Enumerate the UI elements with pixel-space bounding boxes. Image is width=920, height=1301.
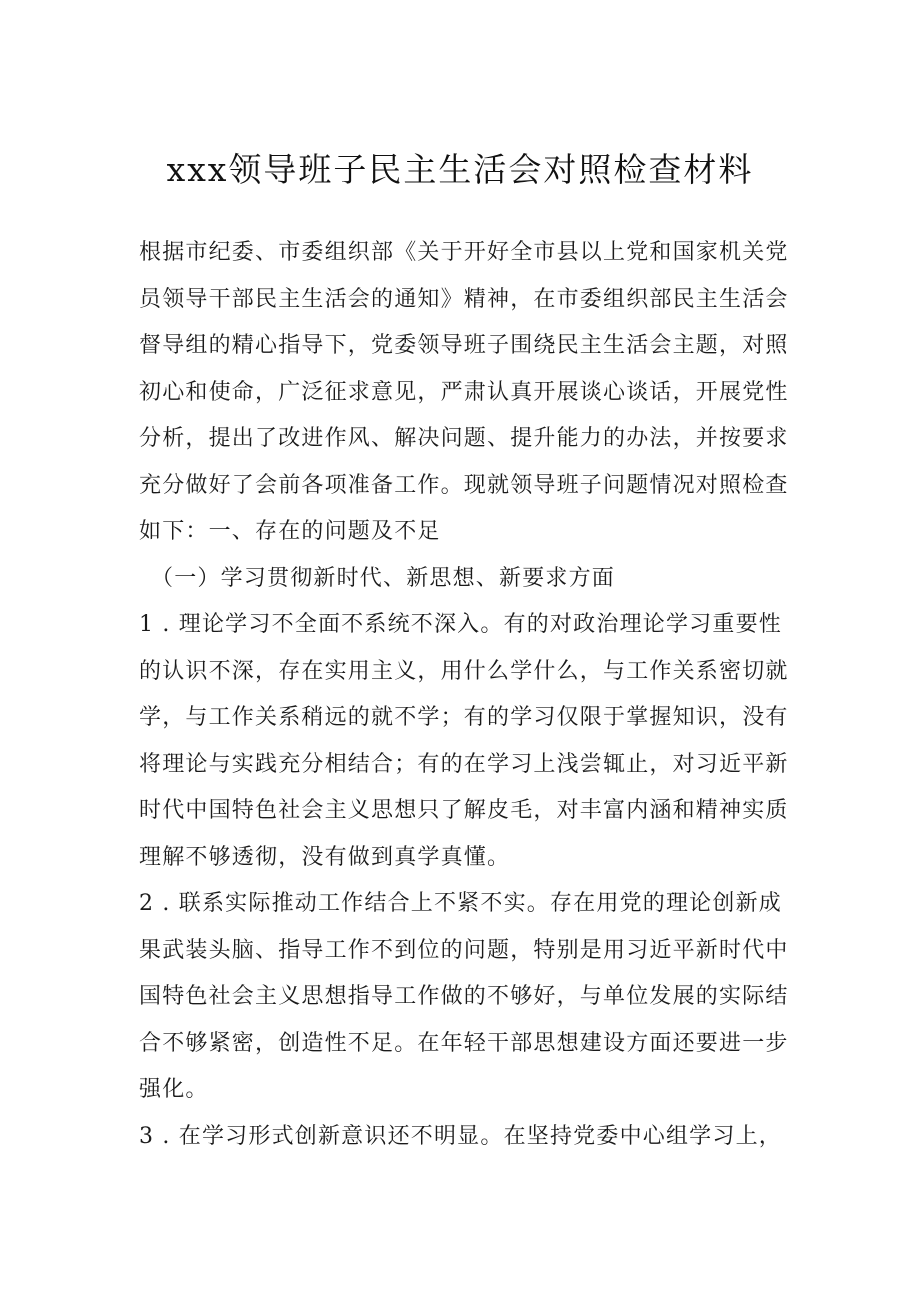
paragraph-line: 分析，提出了改进作风、解决问题、提升能力的办法，并按要求 [139, 426, 789, 451]
item-2-line: 2 . 联系实际推动工作结合上不紧不实。存在用党的理论创新成 [139, 891, 782, 916]
document-title: xxx领导班子民主生活会对照检查材料 [166, 150, 754, 189]
paragraph-line: 督导组的精心指导下，党委领导班子围绕民主生活会主题，对照 [139, 333, 789, 358]
paragraph-line: 理解不够透彻，没有做到真学真懂。 [139, 844, 511, 870]
section-heading: （一）学习贯彻新时代、新思想、新要求方面 [151, 565, 616, 591]
paragraph-line: 充分做好了会前各项准备工作。现就领导班子问题情况对照检查 [139, 472, 789, 498]
paragraph-line: 合不够紧密，创造性不足。在年轻干部思想建设方面还要进一步 [139, 1030, 789, 1056]
paragraph-line: 学，与工作关系稍远的就不学；有的学习仅限于掌握知识，没有 [139, 705, 789, 730]
paragraph-line: 的认识不深，存在实用主义，用什么学什么，与工作关系密切就 [139, 658, 789, 684]
document-body [139, 230, 789, 1160]
paragraph-line: 强化。 [139, 1077, 209, 1102]
item-3-line: 3 . 在学习形式创新意识还不明显。在坚持党委中心组学习上， [139, 1123, 782, 1149]
paragraph-line: 将理论与实践充分相结合；有的在学习上浅尝辄止，对习近平新 [139, 751, 789, 777]
paragraph-line: 根据市纪委、市委组织部《关于开好全市县以上党和国家机关党 [139, 240, 789, 265]
paragraph-line: 如下：一、存在的问题及不足 [139, 519, 441, 544]
paragraph-line: 国特色社会主义思想指导工作做的不够好，与单位发展的实际结 [139, 984, 789, 1009]
item-1-line: 1 . 理论学习不全面不系统不深入。有的对政治理论学习重要性 [139, 612, 782, 637]
paragraph-line: 员领导干部民主生活会的通知》精神，在市委组织部民主生活会 [139, 286, 789, 312]
paragraph-line: 果武装头脑、指导工作不到位的问题，特别是用习近平新时代中 [139, 937, 789, 963]
paragraph-line: 时代中国特色社会主义思想只了解皮毛，对丰富内涵和精神实质 [139, 798, 789, 823]
paragraph-line: 初心和使命，广泛征求意见，严肃认真开展谈心谈话，开展党性 [139, 379, 789, 405]
